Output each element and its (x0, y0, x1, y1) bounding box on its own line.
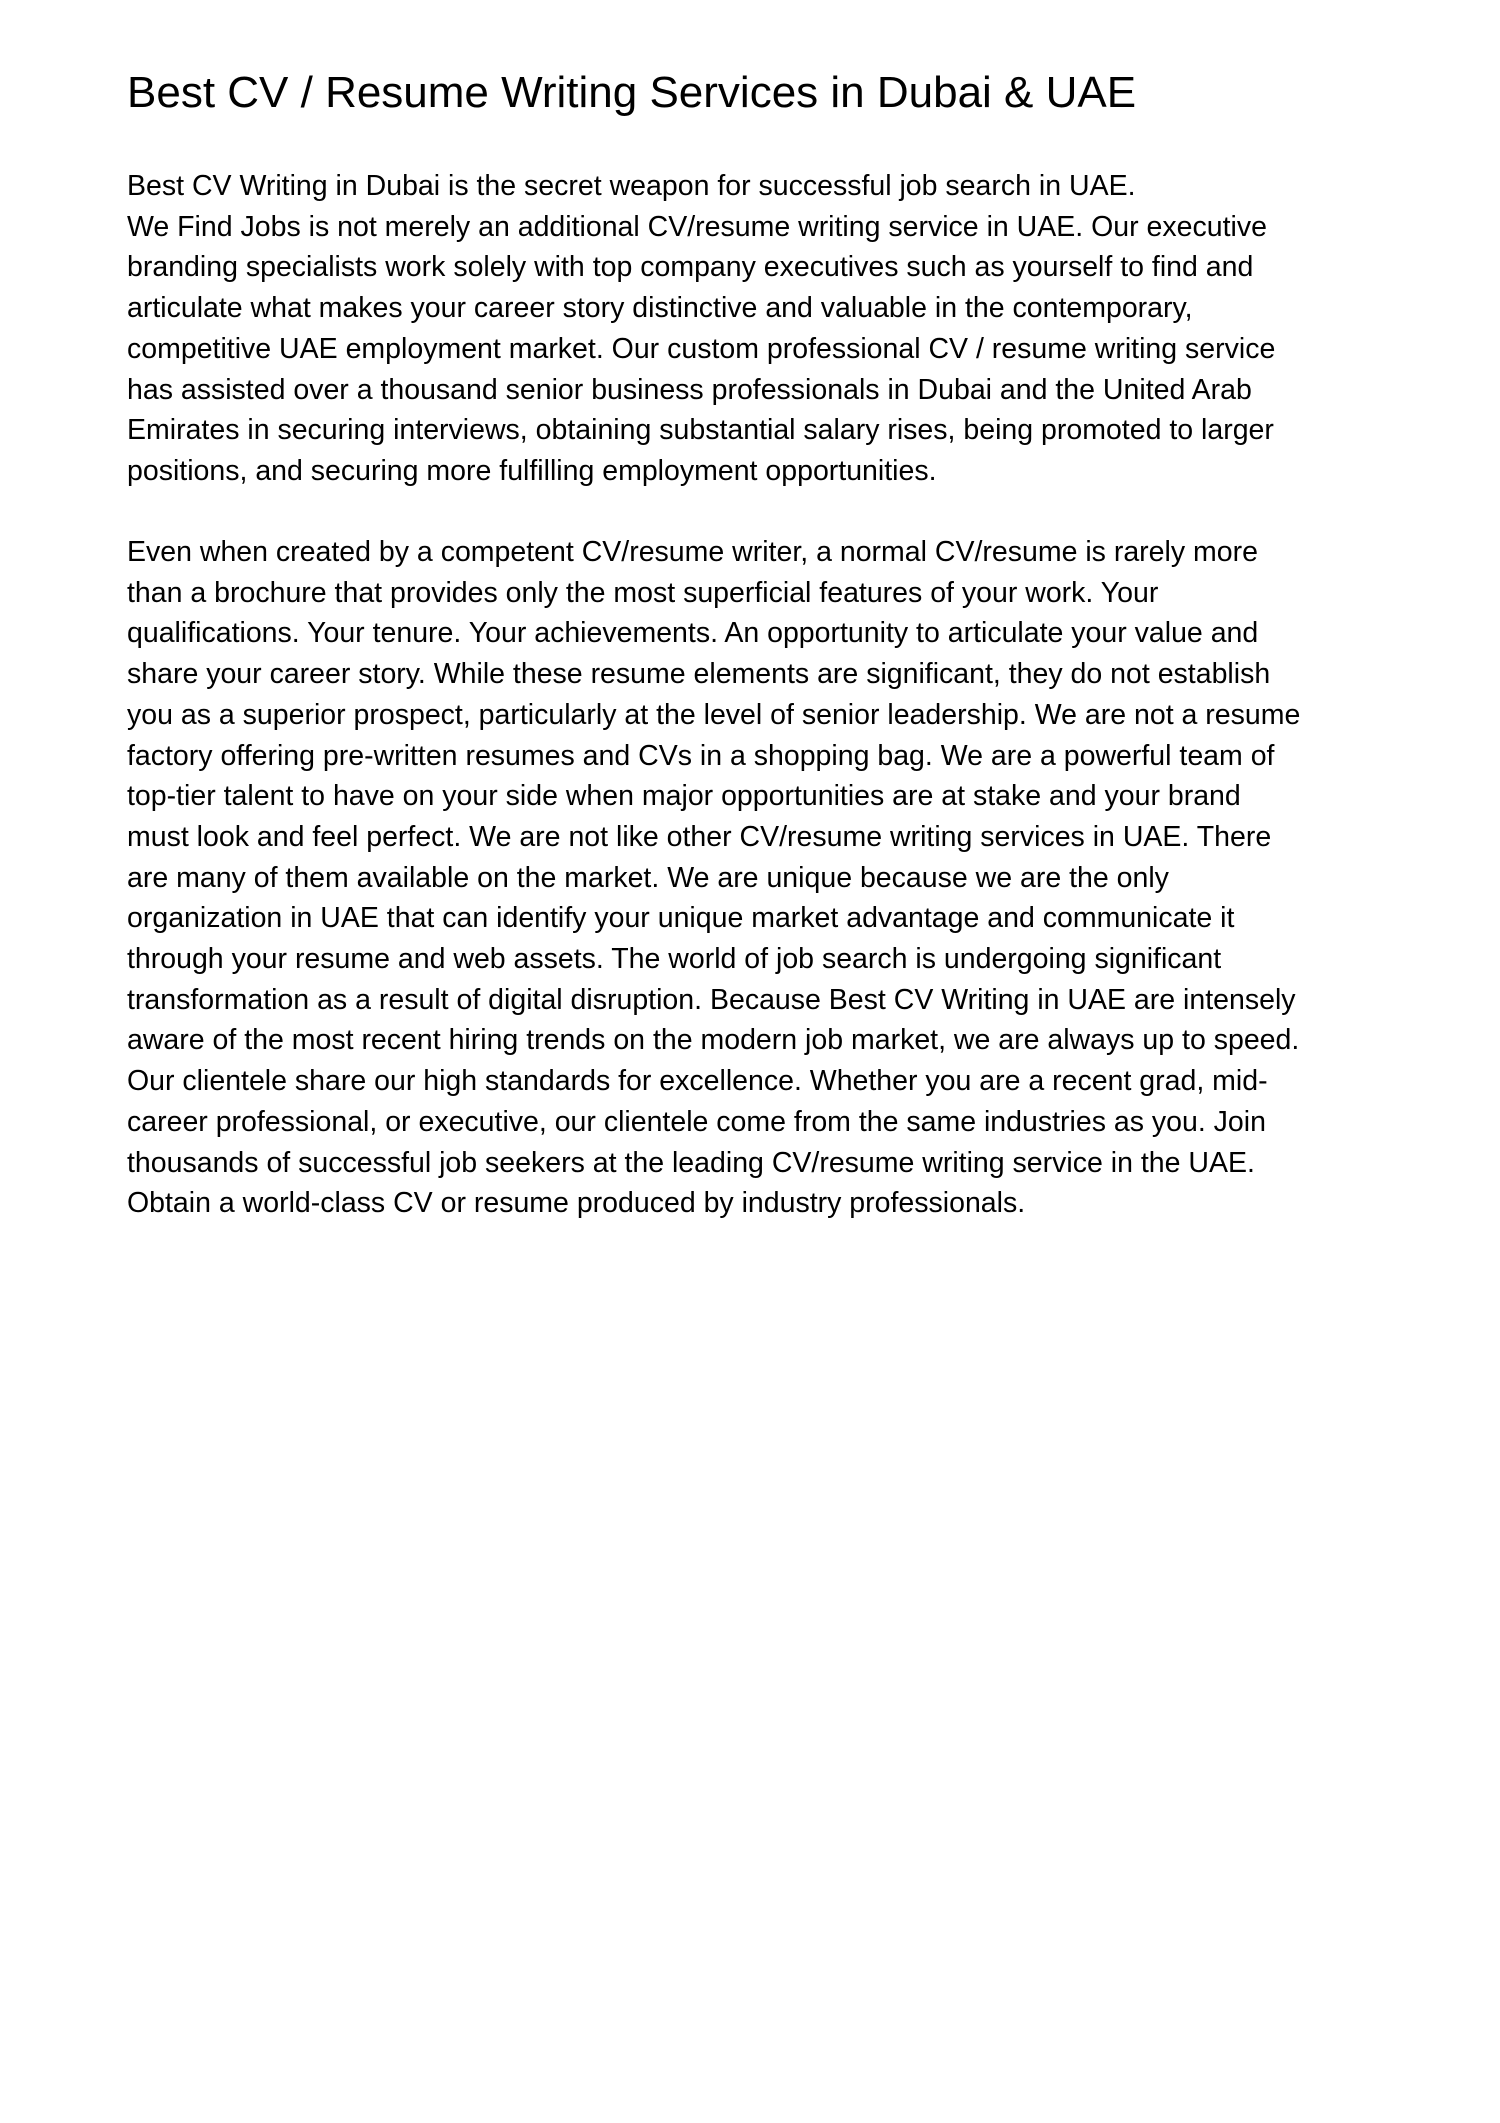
paragraph-line: factory offering pre-written resumes and CVs in a shopping bag. We are a powerful team of (127, 739, 1275, 772)
paragraph-line: top-tier talent to have on your side when major opportunities are at stake and your brand (127, 780, 1241, 813)
paragraph-line: Obtain a world-class CV or resume produced by industry professionals. (127, 1187, 1026, 1220)
paragraph-line: has assisted over a thousand senior business professionals in Dubai and the United Arab (127, 373, 1252, 406)
paragraph-line: must look and feel perfect. We are not like other CV/resume writing services in UAE. There (127, 820, 1272, 853)
paragraph-line: share your career story. While these resume elements are significant, they do not establish (127, 658, 1271, 691)
paragraph-line: thousands of successful job seekers at the leading CV/resume writing service in the UAE. (127, 1146, 1255, 1179)
paragraph-line: competitive UAE employment market. Our custom professional CV / resume writing service (127, 332, 1276, 365)
paragraph-line: Best CV Writing in Dubai is the secret weapon for successful job search in UAE. (127, 170, 1136, 202)
paragraph-line: positions, and securing more fulfilling employment opportunities. (127, 454, 937, 487)
paragraph-line: branding specialists work solely with top company executives such as yourself to find and (127, 251, 1254, 284)
paragraph-line: transformation as a result of digital disruption. Because Best CV Writing in UAE are intensely (127, 983, 1296, 1016)
paragraph-line: than a brochure that provides only the most superficial features of your work. Your (127, 576, 1159, 609)
page-title: Best CV / Resume Writing Services in Dubai & UAE (127, 68, 1137, 117)
paragraph-line: you as a superior prospect, particularly at the level of senior leadership. We are not a resume (127, 698, 1301, 731)
paragraph-body (127, 532, 1300, 1224)
paragraph-line: aware of the most recent hiring trends on the modern job market, we are always up to speed. (127, 1024, 1300, 1057)
paragraph-line: qualifications. Your tenure. Your achievements. An opportunity to articulate your value and (127, 617, 1259, 650)
paragraph-intro (127, 166, 1275, 492)
paragraph-line: Our clientele share our high standards for excellence. Whether you are a recent grad, mid- (127, 1065, 1268, 1098)
paragraph-line: Even when created by a competent CV/resume writer, a normal CV/resume is rarely more (127, 536, 1258, 568)
paragraph-line: organization in UAE that can identify your unique market advantage and communicate it (127, 902, 1235, 935)
paragraph-line: Emirates in securing interviews, obtaining substantial salary rises, being promoted to larger (127, 414, 1274, 447)
paragraph-line: career professional, or executive, our clientele come from the same industries as you. Join (127, 1105, 1266, 1138)
paragraph-line: We Find Jobs is not merely an additional CV/resume writing service in UAE. Our executive (127, 210, 1267, 243)
paragraph-line: through your resume and web assets. The world of job search is undergoing significant (127, 943, 1222, 976)
paragraph-line: articulate what makes your career story distinctive and valuable in the contemporary, (127, 292, 1193, 325)
paragraph-line: are many of them available on the market. We are unique because we are the only (127, 861, 1169, 894)
